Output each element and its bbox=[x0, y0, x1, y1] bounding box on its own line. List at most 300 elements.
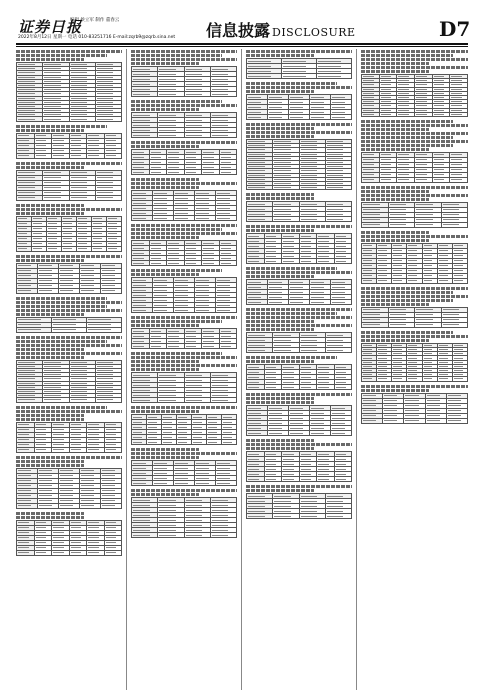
table-cell bbox=[195, 481, 216, 486]
table-cell bbox=[210, 533, 236, 538]
disclosure-block bbox=[16, 162, 122, 201]
table-cell bbox=[43, 195, 69, 200]
table-cell bbox=[87, 153, 105, 158]
text-line bbox=[131, 145, 199, 148]
table-cell bbox=[174, 481, 195, 486]
table-cell bbox=[43, 398, 69, 402]
text-line bbox=[131, 224, 237, 227]
table-cell bbox=[149, 170, 167, 175]
table-cell bbox=[247, 74, 282, 79]
table-cell bbox=[17, 447, 35, 452]
column-4 bbox=[361, 49, 468, 690]
table-cell bbox=[132, 398, 158, 403]
table-cell bbox=[432, 177, 450, 182]
disclosure-block bbox=[16, 204, 122, 252]
text-line bbox=[246, 229, 314, 232]
data-table bbox=[246, 201, 352, 222]
text-line bbox=[131, 368, 199, 371]
disclosure-block bbox=[246, 225, 352, 264]
text-line bbox=[16, 313, 84, 316]
text-line bbox=[131, 58, 237, 61]
table-row bbox=[132, 440, 237, 445]
table-row bbox=[17, 288, 122, 293]
text-line bbox=[131, 50, 237, 53]
table-cell bbox=[247, 348, 273, 353]
column-2 bbox=[131, 49, 237, 690]
text-line bbox=[246, 123, 352, 126]
table-cell bbox=[452, 377, 467, 381]
table-cell bbox=[95, 398, 121, 402]
table-cell bbox=[104, 447, 122, 452]
disclosure-block bbox=[246, 439, 352, 482]
data-table bbox=[361, 307, 468, 328]
text-line bbox=[16, 58, 84, 61]
table-cell bbox=[392, 377, 407, 381]
table-cell bbox=[43, 117, 69, 121]
table-cell bbox=[317, 385, 335, 390]
text-line bbox=[246, 485, 352, 488]
text-line bbox=[246, 439, 314, 442]
data-table bbox=[361, 343, 468, 382]
table-cell bbox=[153, 308, 174, 313]
table-row bbox=[247, 217, 352, 222]
data-table bbox=[16, 170, 122, 201]
text-line bbox=[16, 340, 107, 343]
text-line bbox=[361, 66, 468, 69]
text-line bbox=[361, 295, 468, 298]
table-cell bbox=[247, 385, 265, 390]
table-cell bbox=[132, 481, 153, 486]
text-line bbox=[16, 406, 107, 409]
table-cell bbox=[325, 514, 351, 519]
disclosure-block bbox=[131, 50, 237, 97]
data-table bbox=[16, 468, 122, 509]
table-cell bbox=[310, 431, 331, 436]
table-cell bbox=[299, 514, 325, 519]
edition-meta: 编辑 侯立军 制作 董春云 bbox=[70, 18, 120, 23]
table-cell bbox=[264, 477, 282, 482]
table-cell bbox=[192, 440, 207, 445]
column-divider bbox=[241, 49, 242, 690]
data-table bbox=[131, 328, 237, 349]
text-line bbox=[16, 464, 84, 467]
data-table bbox=[361, 243, 468, 284]
table-row bbox=[17, 117, 122, 121]
table-cell bbox=[299, 477, 317, 482]
table-cell bbox=[34, 153, 52, 158]
text-line bbox=[131, 452, 237, 455]
table-cell bbox=[325, 186, 351, 190]
column-divider bbox=[126, 49, 127, 690]
table-cell bbox=[202, 261, 220, 266]
text-line bbox=[361, 120, 453, 123]
text-line bbox=[16, 410, 122, 413]
text-line bbox=[361, 235, 468, 238]
table-cell bbox=[38, 503, 59, 508]
table-cell bbox=[407, 278, 422, 283]
table-cell bbox=[247, 431, 268, 436]
disclosure-block bbox=[131, 224, 237, 266]
table-cell bbox=[273, 186, 299, 190]
table-row bbox=[362, 222, 468, 227]
table-cell bbox=[310, 300, 331, 305]
table-cell bbox=[184, 398, 210, 403]
table-row bbox=[132, 344, 237, 349]
table-cell bbox=[282, 477, 300, 482]
table-cell bbox=[34, 447, 52, 452]
text-line bbox=[246, 50, 352, 53]
table-cell bbox=[69, 153, 87, 158]
text-line bbox=[246, 275, 314, 278]
text-line bbox=[16, 460, 84, 463]
table-cell bbox=[52, 447, 70, 452]
table-cell bbox=[158, 533, 184, 538]
text-line bbox=[361, 62, 429, 65]
table-cell bbox=[210, 133, 236, 138]
text-line bbox=[16, 344, 122, 347]
text-line bbox=[361, 186, 468, 189]
table-cell bbox=[414, 177, 432, 182]
table-cell bbox=[273, 217, 299, 222]
text-line bbox=[16, 50, 122, 53]
text-line bbox=[16, 356, 84, 359]
text-line bbox=[246, 397, 314, 400]
table-cell bbox=[107, 246, 122, 251]
data-table bbox=[361, 74, 468, 117]
table-cell bbox=[132, 216, 153, 221]
table-row bbox=[132, 133, 237, 138]
table-cell bbox=[273, 514, 299, 519]
table-cell bbox=[331, 115, 352, 120]
data-table bbox=[246, 139, 352, 190]
table-cell bbox=[52, 550, 70, 555]
table-cell bbox=[268, 431, 289, 436]
table-cell bbox=[69, 398, 95, 402]
table-cell bbox=[59, 288, 80, 293]
table-cell bbox=[184, 170, 202, 175]
data-table bbox=[246, 94, 352, 120]
table-cell bbox=[247, 514, 273, 519]
disclosure-block bbox=[246, 485, 352, 519]
table-cell bbox=[282, 385, 300, 390]
table-cell bbox=[149, 344, 167, 349]
data-table bbox=[246, 493, 352, 519]
data-table bbox=[16, 360, 122, 403]
text-line bbox=[361, 335, 468, 338]
table-cell bbox=[362, 377, 377, 381]
text-line bbox=[246, 360, 314, 363]
table-cell bbox=[34, 550, 52, 555]
table-cell bbox=[153, 216, 174, 221]
table-cell bbox=[195, 216, 216, 221]
table-cell bbox=[17, 398, 43, 402]
table-cell bbox=[317, 74, 352, 79]
text-line bbox=[16, 212, 84, 215]
data-table bbox=[246, 364, 352, 390]
table-cell bbox=[452, 278, 467, 283]
table-row bbox=[362, 322, 468, 327]
table-cell bbox=[158, 133, 184, 138]
data-table bbox=[131, 66, 237, 97]
disclosure-block bbox=[131, 489, 237, 538]
table-cell bbox=[362, 322, 389, 327]
table-cell bbox=[299, 217, 325, 222]
text-line bbox=[131, 448, 199, 451]
data-table bbox=[131, 372, 237, 403]
column-1 bbox=[16, 49, 122, 690]
text-line bbox=[361, 299, 453, 302]
table-cell bbox=[17, 327, 52, 332]
masthead bbox=[0, 0, 484, 44]
text-line bbox=[131, 324, 199, 327]
table-cell bbox=[289, 300, 310, 305]
table-cell bbox=[362, 112, 380, 116]
table-row bbox=[247, 259, 352, 264]
table-cell bbox=[422, 377, 437, 381]
dateline: 2022年8月12日 星期一 电话 010-83251716 E-mail:zqrb9@zqrb.sina.net bbox=[18, 35, 176, 40]
data-table bbox=[131, 497, 237, 538]
text-line bbox=[246, 328, 314, 331]
table-cell bbox=[147, 440, 162, 445]
table-cell bbox=[379, 112, 397, 116]
table-row bbox=[132, 261, 237, 266]
table-cell bbox=[247, 300, 268, 305]
data-table bbox=[131, 460, 237, 486]
text-line bbox=[16, 414, 84, 417]
header-rule-thick bbox=[16, 43, 468, 45]
table-cell bbox=[104, 550, 122, 555]
table-cell bbox=[425, 418, 446, 423]
text-line bbox=[246, 82, 337, 85]
text-line bbox=[16, 352, 122, 355]
text-line bbox=[246, 193, 314, 196]
text-line bbox=[361, 140, 468, 143]
text-line bbox=[131, 141, 237, 144]
text-line bbox=[131, 456, 199, 459]
table-cell bbox=[334, 259, 352, 264]
table-cell bbox=[101, 503, 122, 508]
text-line bbox=[361, 194, 468, 197]
table-row bbox=[132, 308, 237, 313]
disclosure-block bbox=[361, 120, 468, 183]
table-cell bbox=[379, 177, 397, 182]
text-line bbox=[16, 301, 122, 304]
data-table bbox=[16, 422, 122, 453]
text-line bbox=[361, 148, 429, 151]
table-row bbox=[362, 177, 468, 182]
table-cell bbox=[437, 377, 452, 381]
table-cell bbox=[95, 195, 121, 200]
disclosure-block bbox=[246, 123, 352, 190]
table-cell bbox=[299, 348, 325, 353]
text-line bbox=[246, 447, 314, 450]
table-cell bbox=[310, 115, 331, 120]
table-cell bbox=[216, 308, 237, 313]
table-cell bbox=[17, 117, 43, 121]
table-cell bbox=[299, 186, 325, 190]
column-divider bbox=[356, 49, 357, 690]
text-line bbox=[16, 305, 107, 308]
text-line bbox=[246, 267, 337, 270]
text-line bbox=[131, 182, 237, 185]
disclosure-block bbox=[246, 267, 352, 305]
data-table bbox=[16, 133, 122, 159]
text-line bbox=[131, 236, 199, 239]
table-cell bbox=[17, 503, 38, 508]
text-line bbox=[246, 90, 314, 93]
table-cell bbox=[247, 477, 265, 482]
table-cell bbox=[404, 418, 425, 423]
data-table bbox=[131, 149, 237, 175]
text-line bbox=[361, 231, 429, 234]
table-cell bbox=[362, 177, 380, 182]
table-cell bbox=[17, 246, 32, 251]
table-cell bbox=[132, 308, 153, 313]
table-cell bbox=[392, 278, 407, 283]
text-line bbox=[361, 239, 429, 242]
text-line bbox=[131, 54, 222, 57]
table-cell bbox=[317, 259, 335, 264]
disclosure-block bbox=[246, 393, 352, 436]
text-line bbox=[16, 54, 107, 57]
section-header bbox=[206, 18, 356, 41]
disclosure-block bbox=[16, 297, 122, 333]
table-row bbox=[132, 398, 237, 403]
table-row bbox=[247, 74, 352, 79]
text-line bbox=[246, 401, 314, 404]
table-cell bbox=[268, 115, 289, 120]
table-cell bbox=[437, 278, 452, 283]
text-line bbox=[131, 406, 237, 409]
table-cell bbox=[47, 246, 62, 251]
data-table bbox=[131, 240, 237, 266]
table-cell bbox=[184, 344, 202, 349]
text-line bbox=[361, 190, 429, 193]
table-cell bbox=[174, 216, 195, 221]
text-line bbox=[131, 352, 222, 355]
table-cell bbox=[210, 398, 236, 403]
disclosure-block bbox=[131, 448, 237, 486]
table-cell bbox=[17, 153, 35, 158]
table-cell bbox=[17, 288, 38, 293]
text-line bbox=[131, 273, 199, 276]
table-cell bbox=[149, 261, 167, 266]
table-cell bbox=[264, 259, 282, 264]
disclosure-block bbox=[16, 512, 122, 556]
table-cell bbox=[414, 112, 432, 116]
data-table bbox=[131, 190, 237, 221]
text-line bbox=[131, 62, 199, 65]
data-table bbox=[131, 414, 237, 445]
table-cell bbox=[397, 177, 415, 182]
text-line bbox=[361, 291, 453, 294]
table-row bbox=[247, 385, 352, 390]
table-cell bbox=[331, 431, 352, 436]
table-row bbox=[362, 418, 468, 423]
text-line bbox=[16, 516, 84, 519]
table-cell bbox=[167, 344, 185, 349]
table-cell bbox=[415, 322, 442, 327]
text-line bbox=[16, 297, 107, 300]
table-cell bbox=[325, 348, 351, 353]
table-cell bbox=[247, 186, 273, 190]
table-cell bbox=[247, 115, 268, 120]
text-line bbox=[361, 144, 453, 147]
table-row bbox=[247, 477, 352, 482]
data-table bbox=[246, 58, 352, 79]
disclosure-block bbox=[246, 193, 352, 222]
text-line bbox=[361, 132, 468, 135]
table-cell bbox=[95, 117, 121, 121]
text-line bbox=[361, 287, 468, 290]
disclosure-block bbox=[361, 385, 468, 424]
text-line bbox=[361, 339, 429, 342]
text-line bbox=[361, 50, 468, 53]
table-cell bbox=[153, 481, 174, 486]
table-row bbox=[17, 550, 122, 555]
table-row bbox=[17, 153, 122, 158]
data-table bbox=[246, 279, 352, 305]
table-cell bbox=[101, 288, 122, 293]
text-line bbox=[246, 127, 314, 130]
table-cell bbox=[132, 92, 158, 97]
table-cell bbox=[184, 533, 210, 538]
table-cell bbox=[87, 327, 122, 332]
text-line bbox=[16, 255, 122, 258]
table-row bbox=[247, 186, 352, 190]
disclosure-block bbox=[246, 308, 352, 353]
table-cell bbox=[77, 246, 92, 251]
table-cell bbox=[407, 377, 422, 381]
text-line bbox=[361, 124, 468, 127]
table-cell bbox=[59, 503, 80, 508]
table-cell bbox=[202, 344, 220, 349]
text-line bbox=[361, 198, 429, 201]
table-cell bbox=[432, 112, 450, 116]
text-line bbox=[16, 162, 122, 165]
text-line bbox=[246, 324, 352, 327]
text-line bbox=[131, 108, 199, 111]
table-cell bbox=[383, 418, 404, 423]
text-line bbox=[131, 360, 199, 363]
newspaper-logo: 证券日报 bbox=[18, 18, 83, 36]
table-cell bbox=[132, 261, 150, 266]
text-line bbox=[246, 131, 352, 134]
table-cell bbox=[162, 440, 177, 445]
page-number: D7 bbox=[439, 17, 471, 41]
table-cell bbox=[216, 216, 237, 221]
text-line bbox=[16, 512, 84, 515]
table-row bbox=[247, 431, 352, 436]
table-row bbox=[132, 533, 237, 538]
text-line bbox=[16, 259, 84, 262]
data-table bbox=[16, 62, 122, 122]
data-table bbox=[16, 216, 122, 252]
text-line bbox=[246, 312, 337, 315]
text-line bbox=[131, 269, 222, 272]
text-line bbox=[16, 309, 122, 312]
disclosure-block bbox=[131, 406, 237, 445]
table-row bbox=[17, 327, 122, 332]
table-cell bbox=[132, 133, 158, 138]
table-row bbox=[17, 447, 122, 452]
table-cell bbox=[388, 222, 415, 227]
table-row bbox=[362, 377, 468, 381]
text-line bbox=[361, 58, 468, 61]
table-cell bbox=[87, 550, 105, 555]
table-cell bbox=[104, 153, 122, 158]
data-table bbox=[246, 233, 352, 264]
